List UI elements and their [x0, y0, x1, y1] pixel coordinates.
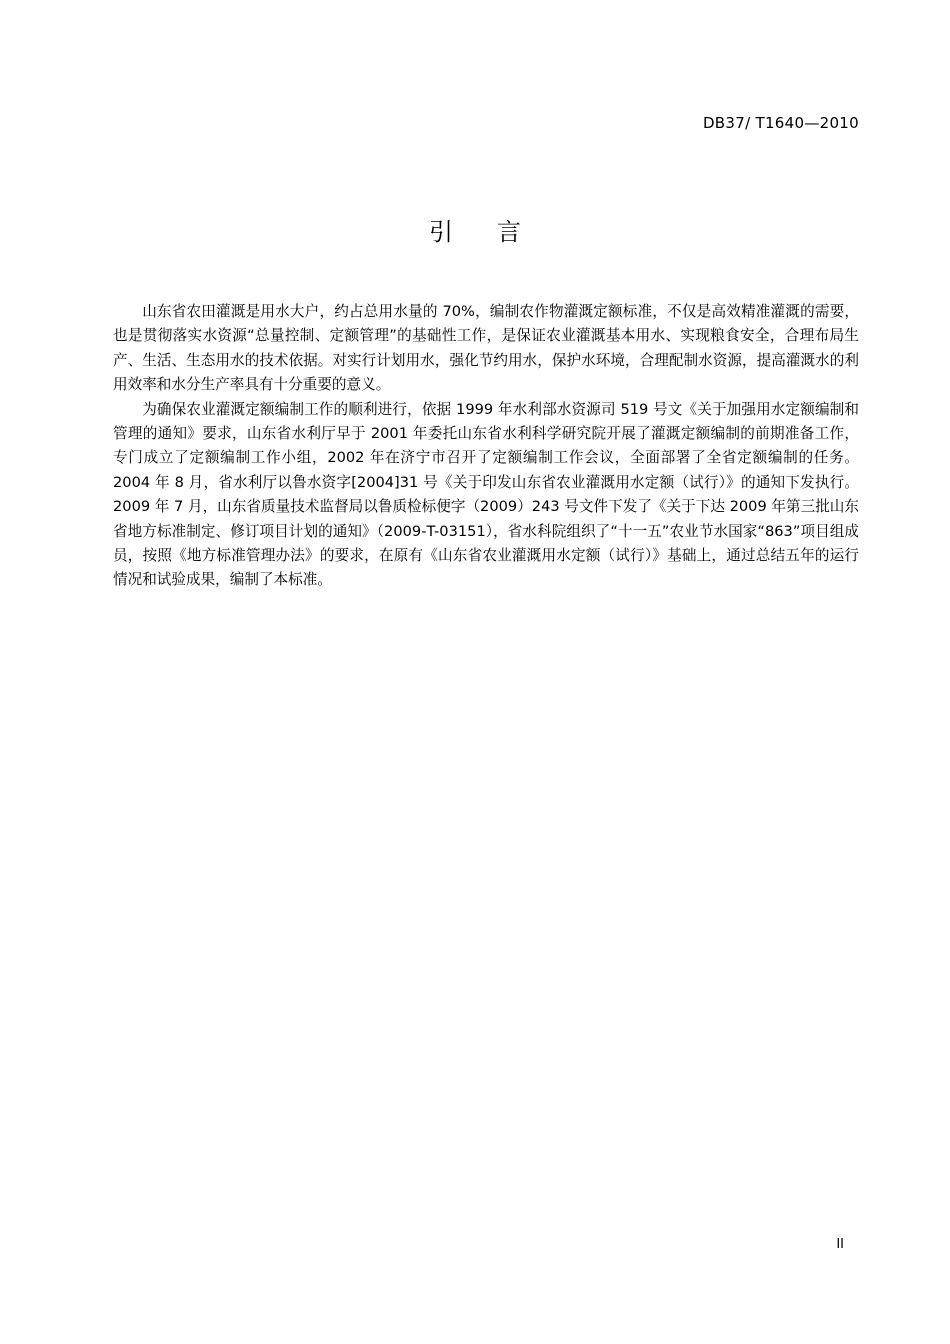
standard-code: DB37/ T1640—2010	[702, 114, 859, 132]
paragraph: 山东省农田灌溉是用水大户，约占总用水量的 70%，编制农作物灌溉定额标准，不仅是高效精准灌溉的需要，也是贯彻落实水资源“总量控制、定额管理”的基础性工作，是保证农业灌溉基本用水、实现粮食安全，合理布局生产、生活、生态用水的技术依据。对实行计划用水，强化节约用水，保护水环境，合理配制水资源，提高灌溉水的利用效率和水分生产率具有十分重要的意义。	[113, 303, 859, 394]
page-number: II	[836, 1237, 844, 1252]
section-title: 引言	[429, 218, 565, 246]
paragraph: 为确保农业灌溉定额编制工作的顺利进行，依据 1999 年水利部水资源司 519 号文《关于加强用水定额编制和管理的通知》要求，山东省水利厅早于 2001 年委托山东省水利科学研究院开展了灌溉定额编制的前期准备工作，专门成立了定额编制工作小组，2002 年在济宁市召开了定额编制工作会议，全面部署了全省定额编制的任务。2004 年 8 月，省水利厅以鲁水资字[2004]31 号《关于印发山东省农业灌溉用水定额（试行）》的通知下发执行。 2009 年 7 月，山东省质量技术监督局以鲁质检标便字（2009）243 号文件下发了《关于下达 2009 年第三批山东省地方标准制定、修订项目计划的通知》（2009-T-03151），省水科院组织了“十一五”农业节水国家“863”项目组成员，按照《地方标准管理办法》的要求，在原有《山东省农业灌溉用水定额（试行）》基础上，通过总结五年的运行情况和试验成果，编制了本标准。	[113, 400, 860, 589]
body-text	[113, 300, 859, 593]
